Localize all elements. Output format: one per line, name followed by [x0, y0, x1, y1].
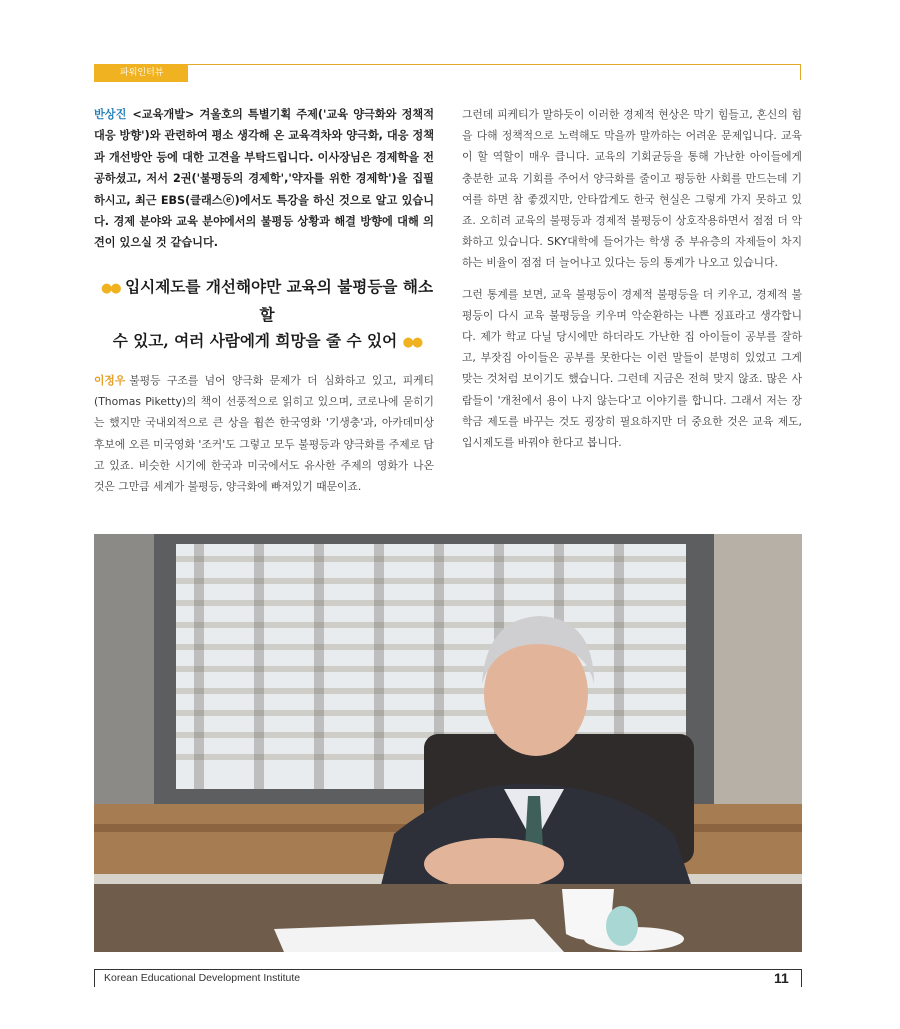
footer-rule — [94, 969, 802, 970]
interviewee-name: 이정우 — [94, 374, 126, 387]
quote-close-dots-icon: ●● — [402, 334, 422, 350]
page-number: 11 — [774, 970, 789, 986]
question-text: <교육개발> 겨울호의 특별기획 주제('교육 양극화와 정책적 대응 방향')와 관련하여 평소 생각해 온 교육격차와 양극화, 대응 정책과 개선방안 등에 대한 고견을 부탁드립니다. 이사장님은 경제학을 전공하셨고, 저서 2권('불평등의 경제학','약자를 위한 경제학')을 집필하시고, 최근 EBS(클래스ⓔ)에서도 특강을 하신 것으로 알고 있습니다. 경제 분야와 교육 분야에서의 불평등 상황과 해결 방향에 대해 의견이 있으실 것 같습니다. — [94, 108, 434, 250]
header-rule — [188, 64, 801, 65]
footer-rule-left — [94, 969, 95, 987]
left-column — [94, 104, 434, 356]
right-column — [462, 104, 802, 463]
footer-rule-right — [801, 969, 802, 987]
pull-quote — [94, 274, 434, 356]
quote-open-dots-icon: ●● — [100, 280, 120, 296]
question-paragraph — [94, 104, 434, 254]
right-paragraph-1: 그런데 피케티가 말하듯이 이러한 경제적 현상은 막기 힘들고, 혼신의 힘을 다해 정책적으로 노력해도 막을까 말까하는 어려운 문제입니다. 교육이 할 역할이 매우 큽니다. 교육의 기회균등을 통해 가난한 아이들에게 충분한 교육 기회를 주어서 양극화를 줄이고 평등한 사회를 만드는데 기여를 하면 참 좋겠지만, 안타깝게도 한국 현실은 그렇게 가지 못하고 있죠. 오히려 교육의 불평등과 경제적 불평등이 상호작용하면서 점점 더 악화하고 있습니다. SKY대학에 들어가는 학생 중 부유층의 자제들이 차지하는 비율이 점점 더 늘어나고 있다는 등의 통계가 나오고 있습니다. — [462, 108, 802, 270]
section-tab: 파워인터뷰 — [94, 64, 188, 82]
interviewer-name: 반상진 — [94, 108, 127, 121]
answer-text: 불평등 구조를 넘어 양극화 문제가 더 심화하고 있고, 피케티(Thomas Piketty)의 책이 선풍적으로 읽히고 있으며, 코로나에 묻히기는 했지만 국내외적으로 큰 상을 휩쓴 한국영화 '기생충'과, 아카데미상 후보에 오른 미국영화 '조커'도 그렇고 모두 불평등과 양극화를 주제로 담고 있죠. 비슷한 시기에 한국과 미국에서도 유사한 주제의 영화가 나온 것은 그만큼 세계가 불평등, 양극화에 빠져있기 때문이죠. — [94, 374, 434, 494]
footer-organization: Korean Educational Development Institute — [104, 972, 301, 984]
right-paragraph-2: 그런 통계를 보면, 교육 불평등이 경제적 불평등을 더 키우고, 경제적 불평등이 다시 교육 불평등을 키우며 악순환하는 나쁜 징표라고 생각합니다. 제가 학교 다닐 당시에만 하더라도 가난한 집 아이들이 공부를 잘하고, 부잣집 아이들은 공부를 못한다는 이런 말들이 분명히 있었고 그게 맞는 것처럼 보이기도 했습니다. 그런데 지금은 전혀 맞지 않죠. 많은 사람들이 '개천에서 용이 나지 않는다'고 이야기를 합니다. 그래서 저는 장학금 제도를 바꾸는 것도 굉장히 필요하지만 더 중요한 것은 교육 제도, 입시제도를 바꿔야 한다고 봅니다. — [462, 287, 802, 450]
interview-photo — [94, 534, 802, 952]
answer-block-left — [94, 370, 434, 497]
answer-paragraph — [94, 370, 434, 497]
header-rule-end — [800, 64, 801, 80]
pull-quote-line-1: ●● 입시제도를 개선해야만 교육의 불평등을 해소할 — [100, 276, 434, 324]
pull-quote-line-2: 수 있고, 여러 사람에게 희망을 줄 수 있어 ●● — [112, 330, 422, 350]
